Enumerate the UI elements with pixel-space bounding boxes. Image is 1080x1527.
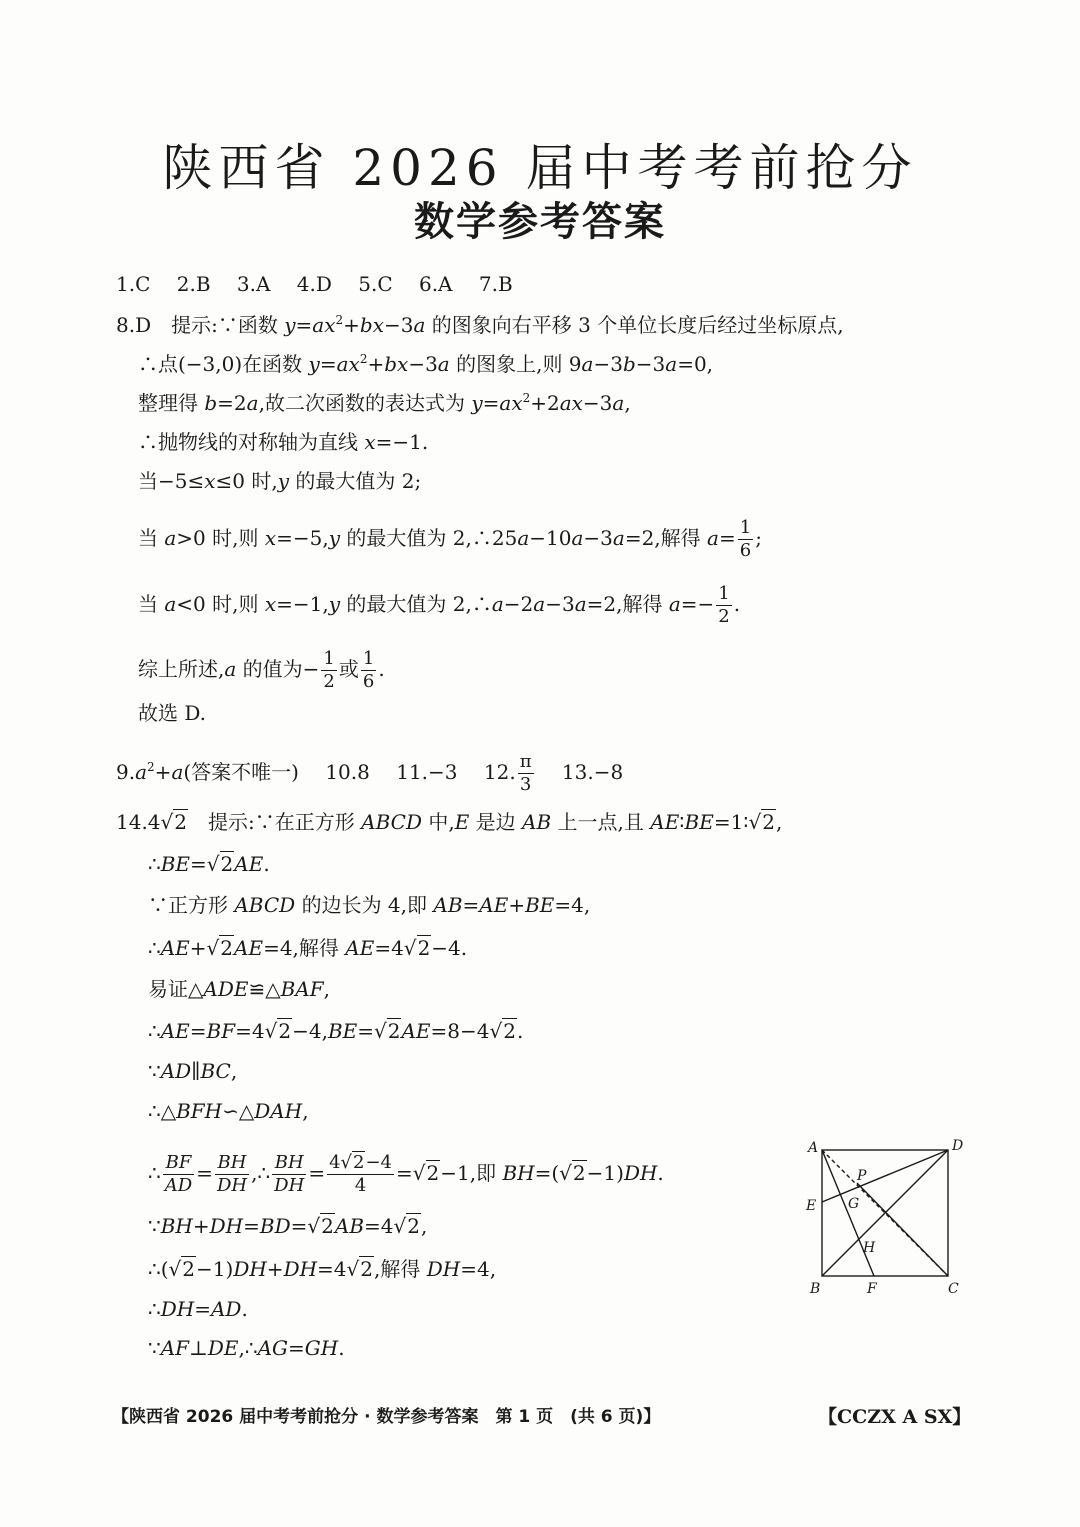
page-subtitle: 数学参考答案 <box>414 199 666 245</box>
q8-line-4: ∴抛物线的对称轴为直线 x=−1. <box>138 430 429 454</box>
label-c: C <box>948 1281 959 1297</box>
q14-line-10: ∵BH+DH=BD=√2AB=4√2, <box>148 1214 428 1238</box>
answers-1-7 <box>116 270 513 298</box>
q14-line-11: ∴(√2−1)DH+DH=4√2,解得 DH=4, <box>148 1257 497 1281</box>
q14-line-4: ∴AE+√2AE=4,解得 AE=4√2−4. <box>148 936 468 960</box>
q14-line-13: ∵AF⊥DE,∴AG=GH. <box>148 1336 345 1360</box>
q14-line-5: 易证△ADE≌△BAF, <box>148 977 330 1001</box>
answers-1-7-text: 1.C 2.B 3.A 4.D 5.C 6.A 7.B <box>116 272 513 296</box>
q8-line-3: 整理得 b=2a,故二次函数的表达式为 $y=ax^2+2ax-3a$, <box>138 391 631 415</box>
fraction-1-2: $\frac{1}{2}$ <box>718 583 730 627</box>
q8-line-8: 综上所述,a 的值为− $\frac{1}{2}$ 或 $\frac{1}{6}$ . <box>138 648 385 692</box>
label-g: G <box>848 1196 860 1212</box>
fraction-pi-3: $\frac{\pi}{3}$ <box>519 751 532 795</box>
q8-line-7: 当 a<0 时,则 x=−1,y 的最大值为 2,∴a−2a−3a=2,解得 a=− $\frac{1}{2}$ . <box>138 583 741 627</box>
q14-line-3: ∵正方形 ABCD 的边长为 4,即 AB=AE+BE=4, <box>148 893 591 917</box>
q14-line-12: ∴DH=AD. <box>148 1297 248 1321</box>
footer-right: 【CCZX A SX】 <box>818 1406 972 1428</box>
label-p: P <box>857 1168 867 1184</box>
answers-9-13: $9.a^2+a$(答案不唯一) 10.8 11.−3 12. $\frac{\pi}{3}$ 13.−8 <box>116 751 624 795</box>
fraction-1-6: $\frac{1}{6}$ <box>739 517 752 561</box>
label-f: F <box>867 1281 877 1297</box>
square-geometry-figure <box>800 1130 980 1300</box>
label-h: H <box>863 1240 876 1256</box>
label-d: D <box>952 1138 964 1154</box>
footer-left: 【陕西省 2026 届中考考前抢分 · 数学参考答案 第 1 页 (共 6 页)】 <box>112 1407 661 1427</box>
q14-line-2: ∴BE=√2AE. <box>148 852 270 876</box>
segment-p-c <box>857 1183 948 1276</box>
q8-line-9: 故选 D. <box>138 701 207 725</box>
q8-line-6: 当 a>0 时,则 x=−5,y 的最大值为 2,∴25a−10a−3a=2,解得 a= $\frac{1}{6}$ ; <box>138 517 762 561</box>
q14-line-6: ∴AE=BF=4√2−4,BE=√2AE=8−4√2. <box>148 1019 524 1043</box>
q14-line-9: ∴ $\frac{BF}{AD}$ = $\frac{BH}{DH}$ ,∴ $\frac{BH}{DH}$ = $\frac{4√2-4}{4}$ =√2−1,即 BH=(√2−1)DH. <box>148 1152 664 1196</box>
q14-line-1: 14.4√2 提示:∵在正方形 ABCD 中,E 是边 AB 上一点,且 AE∶BE=1∶√2, <box>116 810 783 834</box>
label-b: B <box>810 1281 821 1297</box>
q8-line-5: 当−5≤x≤0 时,y 的最大值为 2; <box>138 469 422 493</box>
q14-line-7: ∵AD∥BC, <box>148 1059 238 1083</box>
label-a: A <box>808 1140 819 1156</box>
page-title: 陕西省 2026 届中考考前抢分 <box>162 139 918 197</box>
q8-line-1: 8.D 提示:∵函数 $y=ax^2+bx-3a$ 的图象向右平移 3 个单位长度后经过坐标原点, <box>116 313 844 337</box>
label-e: E <box>806 1198 817 1214</box>
q8-line-2: ∴点(−3,0)在函数 $y=ax^2+bx-3a$ 的图象上,则 9a−3b−3a=0, <box>138 352 714 376</box>
q14-line-8: ∴△BFH∽△DAH, <box>148 1099 309 1123</box>
